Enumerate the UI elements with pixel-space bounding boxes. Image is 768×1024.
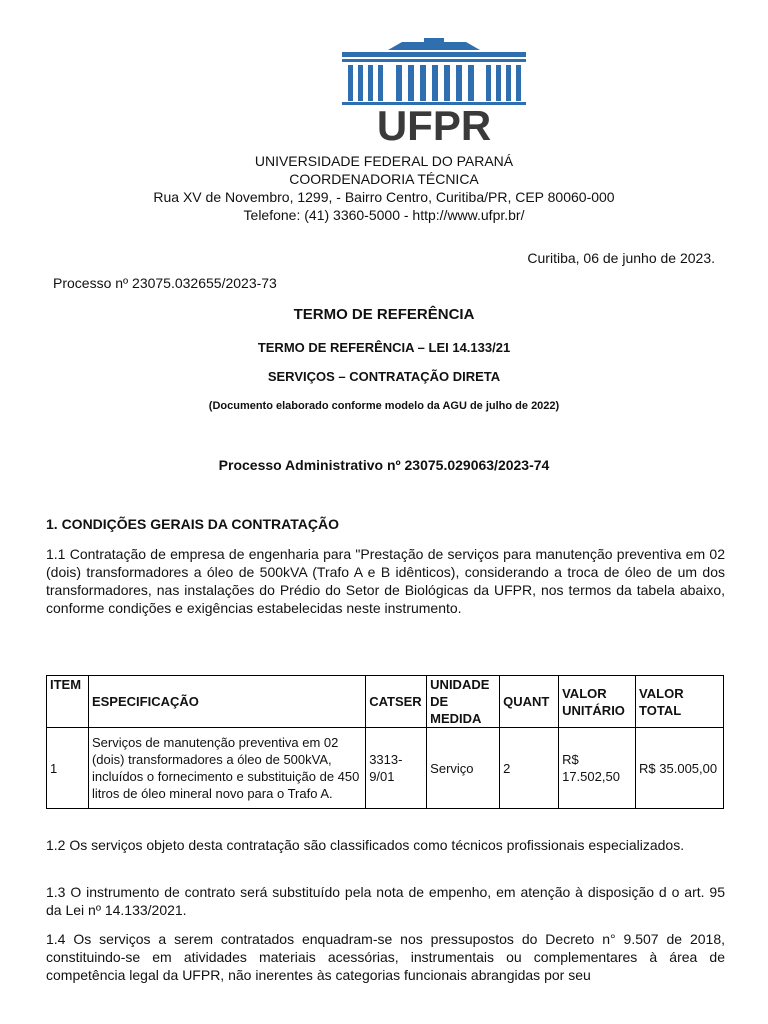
header-item: ITEM	[47, 676, 89, 728]
header-total-value: VALOR TOTAL	[636, 676, 724, 728]
cell-catser: 3313-9/01	[366, 728, 427, 809]
paragraph-1-2: 1.2 Os serviços objeto desta contratação são classificados como técnicos profissionais especializados.	[46, 837, 685, 853]
header-catser: CATSER	[366, 676, 427, 728]
header-spec: ESPECIFICAÇÃO	[88, 676, 365, 728]
law-subtitle: TERMO DE REFERÊNCIA – LEI 14.133/21	[257, 340, 511, 355]
admin-process: Processo Administrativo nº 23075.029063/2023-74	[218, 457, 550, 473]
service-subtitle: SERVIÇOS – CONTRATAÇÃO DIRETA	[267, 369, 501, 384]
logo-wordmark: UFPR	[376, 102, 492, 144]
cell-unit-value: R$ 17.502,50	[559, 728, 636, 809]
cell-unit: Serviço	[427, 728, 500, 809]
address-line: Rua XV de Novembro, 1299, - Bairro Centro, Curitiba/PR, CEP 80060-000	[153, 189, 615, 205]
cell-total-value: R$ 35.005,00	[636, 728, 724, 809]
table-header-row	[47, 676, 724, 728]
coordination-name: COORDENADORIA TÉCNICA	[289, 171, 479, 187]
paragraph-1-3: 1.3 O instrumento de contrato será substituído pela nota de empenho, em atenção à disposição d o art. 95 da Lei nº 14.133/2021.	[46, 884, 725, 918]
header-unit: UNIDADE DE MEDIDA	[427, 676, 500, 728]
header-qty: QUANT	[500, 676, 559, 728]
process-number: Processo nº 23075.032655/2023-73	[53, 275, 277, 291]
document-title: TERMO DE REFERÊNCIA	[293, 306, 475, 323]
header-unit-value: VALOR UNITÁRIO	[559, 676, 636, 728]
date-line: Curitiba, 06 de junho de 2023.	[527, 250, 715, 266]
university-name: UNIVERSIDADE FEDERAL DO PARANÁ	[254, 153, 514, 169]
cell-item: 1	[47, 728, 89, 809]
paragraph-1-4: 1.4 Os serviços a serem contratados enquadram-se nos pressupostos do Decreto n° 9.507 de 2018, constituindo-se em atividades materiais acessórias, instrumentais ou complementares à área de competência legal da UFPR, não inerentes às categorias funcionais abrangidas por seu	[46, 931, 725, 983]
table-row	[47, 728, 724, 809]
document-note: (Documento elaborado conforme modelo da AGU de julho de 2022)	[208, 400, 560, 412]
section-heading: 1. CONDIÇÕES GERAIS DA CONTRATAÇÃO	[46, 516, 339, 532]
paragraph-1-1: 1.1 Contratação de empresa de engenharia para "Prestação de serviços para manutenção preventiva em 02 (dois) transformadores a óleo de 500kVA (Trafo A e B idênticos), considerando a troca de óleo de um dos transformadores, nas instalações do Prédio do Setor de Biológicas da UFPR, nos termos da tabela abaixo, conforme condições e exigências estabelecidas neste instrumento.	[46, 546, 725, 616]
cell-qty: 2	[500, 728, 559, 809]
ufpr-logo	[338, 38, 530, 144]
items-table	[46, 675, 724, 809]
cell-spec: Serviços de manutenção preventiva em 02 (dois) transformadores a óleo de 500kVA, incluídos o fornecimento e substituição de 450 litros de óleo mineral novo para o Trafo A.	[88, 728, 365, 809]
phone-line: Telefone: (41) 3360-5000 - http://www.ufpr.br/	[243, 207, 525, 223]
